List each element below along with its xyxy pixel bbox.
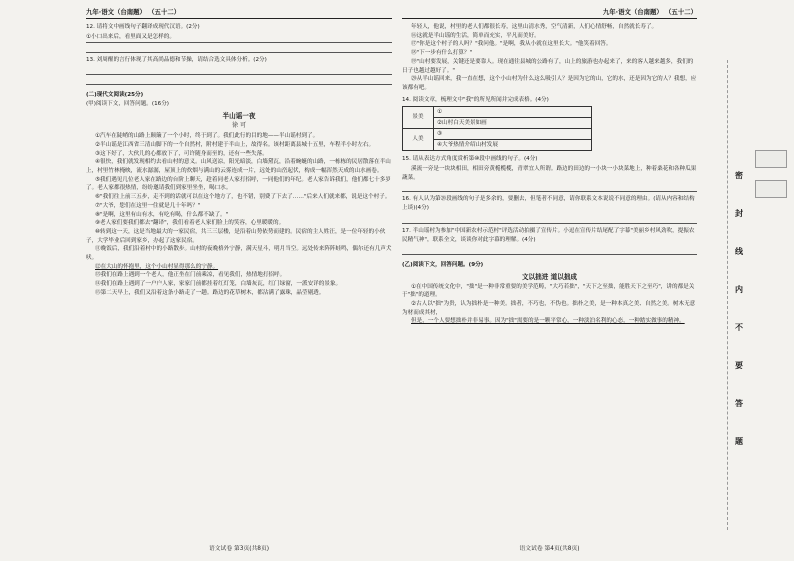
- table-cell[interactable]: ①: [434, 107, 592, 118]
- question-13: 13. 刘周醒的言行体现了其高尚品德和节操，请结合选文具体分析。(2分): [86, 56, 267, 63]
- answer-line[interactable]: [86, 43, 392, 53]
- question-14-table: [402, 106, 592, 151]
- margin-char: 要: [735, 361, 743, 370]
- article-author: 徐 可: [232, 121, 246, 129]
- binding-line: [727, 60, 728, 530]
- question-17: 17. 半山谣村为参加"中国新农村示范村"评选活动拍摄了宣传片。小逗在宣传片结尾配了字幕"美丽乡村风劲吹，提振农民精气神"，联系全文，谈谈你对此字幕的理解。(4分): [402, 227, 695, 243]
- paragraph: ③这下好了，大伙儿的心都放下了，可许随身而至的，还有一些失落。: [95, 150, 268, 157]
- paragraph: ②古人以"拙"为贵，认为拙朴是一种美。拙者，不巧也，不伪也。拙朴之美，是一种本真之美、自然之美。树木无意为材而成其材，: [402, 301, 696, 316]
- margin-char: 线: [735, 247, 743, 256]
- paragraph: ①汽车在陡峭的山路上颠簸了一个小时，终于到了。我们此行的目的地——半山谣村到了。: [95, 133, 319, 140]
- left-header: 九年·语文（台南题） （五十二）: [86, 8, 392, 19]
- paragraph: ⑪晚饭后，我们沿着村中的小路散步。山村的夜晚格外宁静，满天星斗，明月当空。远处传来阵阵蛙鸣，偶尔还有几声犬吠。: [86, 246, 392, 262]
- question-12: 12. 请将文中画线句子翻译成现代汉语。(2分): [86, 24, 200, 30]
- paragraph: ⑲"山村要发展，关键还是要靠人。现在通往县城的公路有了，山上的旅游也办起来了，来的客人越来越多，我们的日子也越过越好了。": [402, 58, 694, 74]
- paragraph: ⑮第二天早上，我们又沿着这条小路走了一趟。路边的花草树木，都沾满了露珠，晶莹剔透。: [95, 289, 325, 296]
- answer-line[interactable]: [86, 65, 392, 75]
- page-footer: 语文试卷 第4页(共8页): [519, 546, 580, 553]
- paragraph: ⑤我们遇见几位老人家在路边的台阶上聊天，趁着同老人家打招呼，一同他们的年纪。老人家告诉我们，他们都七十多岁了。老人家都很热情，纷纷邀请我们到家里坐坐，喝口水。: [86, 176, 391, 192]
- answer-line[interactable]: [402, 245, 697, 255]
- paragraph: ⑥"我们往上前三五步，走不到的话就可以在这个地方了，也不错，别费了下去了……"后来人们就来都，说是这个村子。: [95, 194, 391, 201]
- article-title: 文以拙进 道以拙成: [521, 272, 578, 281]
- question-15-quote: 溪流一旁是一块块相田，相田旁黄栀榄榄，青翠宜人所谓。路边的田边的一小块一小块菜地上，种着桑花和各种瓜果蔬菜。: [402, 166, 697, 181]
- answer-line[interactable]: [402, 214, 697, 224]
- paragraph: ⑧"是啊，这里有山有水，有吃有喝，什么都不缺了。": [95, 211, 229, 218]
- paragraph: ⑩转到这一天，这是当地最大的一家民宿，共三三层楼，是沿着山势依势而建的。民宿的主人姓汪，是一位年轻的小伙子，大学毕业后回到家乡，办起了这家民宿。: [86, 228, 386, 244]
- margin-char: 内: [735, 285, 743, 294]
- answer-line[interactable]: ①小口出来后，看里面又是怎样的。: [86, 33, 392, 43]
- paragraph: ②半山谣是江西省三清山脚下的一个自然村，附村建于半山上，故得名。该村距离县城十五里，车程半小时左右。: [95, 141, 375, 148]
- score-box: [755, 150, 787, 168]
- paragraph: ⑳从半山谣回来，我一直在想，这个小山村为什么这么吸引人？是因为它的山，它的水，还是因为它的人？我想，应该都有吧。: [402, 76, 697, 91]
- question-14: 14. 阅读文章，梳理文中"我"的所见所闻并完成表格。(4分): [402, 96, 549, 103]
- margin-char: 答: [735, 399, 743, 408]
- answer-line[interactable]: [402, 182, 697, 192]
- paragraph: ⑦"大爷，您们在这里一住就是几十年吗？": [95, 202, 201, 209]
- table-cell[interactable]: ③: [434, 129, 592, 140]
- right-page: [402, 8, 697, 556]
- paragraph: ⑨老人家们要我们都去"翻译"，我们看着老人家们脸上的笑容，心里暖暖的。: [95, 220, 285, 227]
- answer-line[interactable]: [86, 75, 392, 85]
- paragraph: ⑬我们在路上遇到一个老人，他正坐在门前乘凉，看见我们，热情地打招呼。: [95, 272, 286, 279]
- paragraph-underlined: 但是，一个人要想拙朴并非易事。因为"拙"需要的是一颗平常心，一种淡泊名利的心态，一种踏实做事的精神。: [411, 318, 685, 325]
- table-cell: ②山村白天美景如画: [434, 118, 592, 129]
- question-15: 15. 请从表达方式角度赏析第⑩段中画线的句子。(4分): [402, 156, 538, 163]
- paragraph: ⑱"下一步有什么打算？": [411, 50, 473, 57]
- right-header: 九年·语文（台南题） （五十二）: [402, 8, 697, 19]
- table-row-header: 景美: [403, 107, 434, 129]
- score-box: [755, 180, 787, 198]
- question-16: 16. 有人认为第⑳段画线的句子是多余的，要删去，但笔者不同意，请你联系文本说说不同意的理由。(请从内容和结构上谈)(4分): [402, 196, 695, 212]
- table-row-header: 人美: [403, 129, 434, 151]
- margin-char: 不: [735, 323, 743, 332]
- paragraph: ⑯这就是半山谣的生活，简单而充实，平凡而美好。: [411, 32, 540, 39]
- section-heading: (乙)阅读下文，回答问题。(9分): [402, 262, 484, 269]
- left-page: [86, 8, 392, 556]
- section-subheading: (甲)阅读下文，回答问题。(16分): [86, 101, 169, 108]
- paragraph: ⑭我们在路上遇到了一户户人家，家家门前都挂着红灯笼，白墙灰瓦，红门绿窗，一派安详的景象。: [95, 281, 342, 288]
- paragraph: 年轻人，他说，村里的老人们都很长寿，这里山清水秀，空气清新，人们心情舒畅，自然就长寿了。: [411, 24, 658, 30]
- section-heading: (二)现代文阅读(25分): [86, 92, 144, 99]
- paragraph: ⑰"你是这个村子的人吗？"我问他。"是啊，我从小就在这里长大。"他笑着回答。: [411, 41, 612, 48]
- margin-char: 题: [735, 437, 743, 446]
- paragraph: ④很快，我们就发现相约去看山村的意义。山风送凉，阳光暗淡，白墙黛瓦，沿着蜿蜒的山路，一栋栋的民居散落在半山上，村里竹林掩映，流水潺潺，屋顶上的炊烟与满山的云雾连成一片，远处的山峦起伏，构成一幅浑然天成的山水画卷。: [86, 159, 391, 175]
- margin-char: 封: [735, 209, 743, 218]
- article-title: 半山谣一夜: [222, 111, 256, 120]
- table-cell: ④大爷热情介绍山村发展: [434, 140, 592, 151]
- paragraph-underlined: ⑫在大山的怀抱里，这个小山村显得那么的宁静。: [95, 263, 219, 270]
- page-footer: 语文试卷 第3页(共8页): [208, 546, 270, 553]
- margin-char: 密: [735, 171, 743, 180]
- paragraph: ①在中国传统文化中，"拙"是一种非常重要的美学范畴，"大巧若拙"，"天下之至拙，能胜天下之至巧"，讲的都是关于"拙"的道理。: [402, 283, 695, 299]
